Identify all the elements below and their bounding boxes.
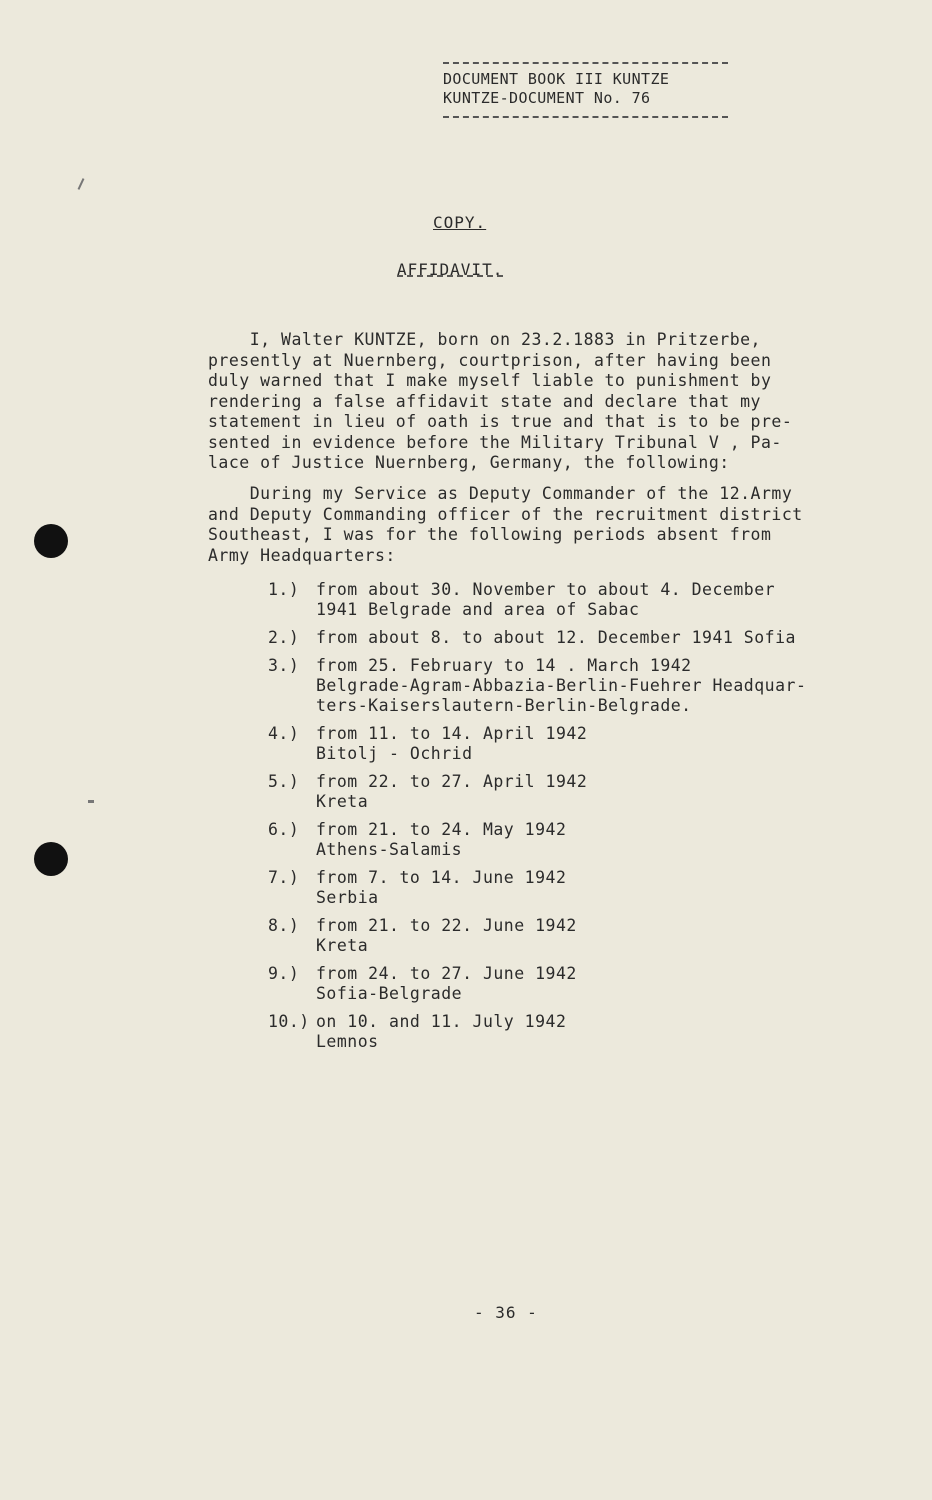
item-line: from 21. to 22. June 1942 [316, 916, 577, 935]
item-number: 1.) [268, 580, 300, 599]
item-text [316, 772, 888, 812]
item-text [316, 656, 888, 716]
item-number: 10.) [268, 1012, 310, 1031]
intro-line: statement in lieu of oath is true and that is to be pre- [208, 412, 793, 431]
item-line: from 24. to 27. June 1942 [316, 964, 577, 983]
list-item [268, 1012, 888, 1052]
item-text [316, 916, 888, 956]
header-divider-top [443, 62, 728, 64]
item-line: Serbia [316, 888, 379, 907]
intro-line: lace of Justice Nuernberg, Germany, the following: [208, 453, 730, 472]
item-line: Kreta [316, 936, 369, 955]
item-line: 1941 Belgrade and area of Sabac [316, 600, 640, 619]
item-text [316, 724, 888, 764]
item-line: Athens-Salamis [316, 840, 463, 859]
item-number: 7.) [268, 868, 300, 887]
intro-line: I, Walter KUNTZE, born on 23.2.1883 in Pritzerbe, [208, 330, 761, 349]
list-item [268, 724, 888, 764]
item-text [316, 628, 888, 648]
item-text [316, 820, 888, 860]
item-line: on 10. and 11. July 1942 [316, 1012, 567, 1031]
copy-title: COPY. [433, 213, 487, 232]
item-text [316, 868, 888, 908]
service-line: Army Headquarters: [208, 545, 396, 565]
intro-paragraph [208, 330, 886, 474]
list-item [268, 820, 888, 860]
item-number: 4.) [268, 724, 300, 743]
service-paragraph [208, 484, 886, 566]
service-line: During my Service as Deputy Commander of the 12.Army [208, 484, 793, 503]
item-line: Belgrade-Agram-Abbazia-Berlin-Fuehrer Headquar- [316, 676, 807, 695]
intro-line: duly warned that I make myself liable to punishment by [208, 371, 772, 390]
item-number: 9.) [268, 964, 300, 983]
service-line: Southeast, I was for the following periods absent from [208, 525, 772, 544]
service-line: and Deputy Commanding officer of the recruitment district [208, 504, 803, 524]
item-line: from 22. to 27. April 1942 [316, 772, 588, 791]
item-number: 8.) [268, 916, 300, 935]
item-line: Sofia-Belgrade [316, 984, 463, 1003]
header-book-line: DOCUMENT BOOK III KUNTZE [443, 70, 670, 88]
list-item [268, 916, 888, 956]
affidavit-title: AFFIDAVIT. [397, 260, 504, 279]
list-item [268, 868, 888, 908]
item-line: Bitolj - Ochrid [316, 744, 473, 763]
item-line: from 11. to 14. April 1942 [316, 724, 588, 743]
item-text [316, 1012, 888, 1052]
item-line: ters-Kaiserslautern-Berlin-Belgrade. [316, 696, 692, 715]
item-line: Kreta [316, 792, 369, 811]
intro-line: presently at Nuernberg, courtprison, after having been [208, 350, 772, 370]
list-item [268, 628, 888, 648]
intro-line: sented in evidence before the Military Tribunal V , Pa- [208, 432, 782, 452]
item-line: Lemnos [316, 1032, 379, 1051]
absence-periods-list [268, 580, 888, 1060]
stray-mark [88, 800, 94, 803]
item-number: 3.) [268, 656, 300, 675]
item-line: from about 30. November to about 4. December [316, 580, 776, 599]
document-header [443, 62, 728, 118]
list-item [268, 656, 888, 716]
item-line: from 25. February to 14 . March 1942 [316, 656, 692, 675]
header-document-number: KUNTZE-DOCUMENT No. 76 [443, 89, 651, 107]
item-text [316, 580, 888, 620]
item-text [316, 964, 888, 1004]
item-number: 2.) [268, 628, 300, 647]
punch-hole-bottom [34, 842, 68, 876]
item-line: from 7. to 14. June 1942 [316, 868, 567, 887]
stray-mark [78, 178, 85, 190]
list-item [268, 964, 888, 1004]
item-line: from about 8. to about 12. December 1941 Sofia [316, 628, 796, 647]
item-number: 6.) [268, 820, 300, 839]
page-number: - 36 - [474, 1303, 538, 1322]
header-divider-bottom [443, 116, 728, 118]
list-item [268, 772, 888, 812]
item-line: from 21. to 24. May 1942 [316, 820, 567, 839]
item-number: 5.) [268, 772, 300, 791]
intro-line: rendering a false affidavit state and declare that my [208, 391, 761, 411]
list-item [268, 580, 888, 620]
punch-hole-top [34, 524, 68, 558]
